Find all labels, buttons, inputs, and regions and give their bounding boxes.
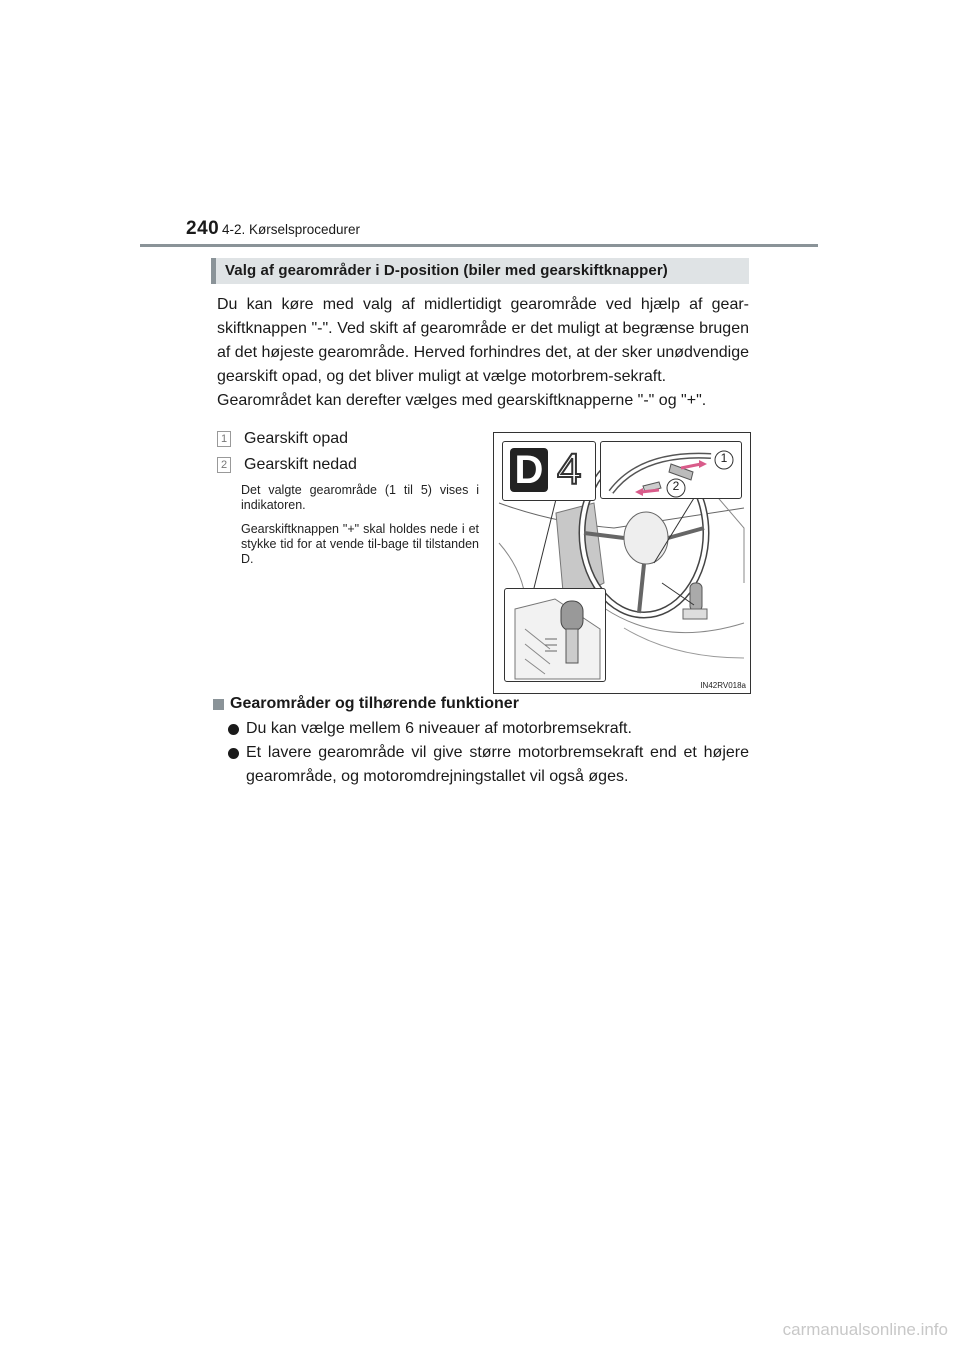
title-accent xyxy=(211,258,216,284)
section-label: 4-2. Kørselsprocedurer xyxy=(222,222,361,237)
bullet-dot-icon xyxy=(228,724,239,735)
step-1-label: Gearskift opad xyxy=(244,430,349,447)
figure-gear-shift-illustration xyxy=(493,432,751,694)
gear-indicator-inset xyxy=(502,441,596,501)
bullet-item-1-text: Du kan vælge mellem 6 niveauer af motorbremsekraft. xyxy=(246,720,632,737)
heading-square-icon xyxy=(213,699,224,710)
gear-lever-inset xyxy=(504,588,606,682)
figure-code: IN42RV018a xyxy=(700,681,746,690)
gear-lever-drawing xyxy=(505,589,605,681)
subsection-heading xyxy=(213,695,519,713)
intro-paragraph-2: Gearområdet kan derefter vælges med gearskiftknapperne "-" og "+". xyxy=(217,392,707,409)
watermark: carmanualsonline.info xyxy=(782,1320,948,1339)
step-1-number: 1 xyxy=(217,431,231,447)
step-2-number: 2 xyxy=(217,457,231,473)
callout-2: 2 xyxy=(672,479,680,493)
callout-1: 1 xyxy=(720,451,728,465)
intro-paragraph-1: Du kan køre med valg af midlertidigt gearområde ved hjælp af gear-skiftknappen "-". Ved skift af gearområde er det muligt at begrænse brugen af det højeste gearområde. Herved forhindres det, at der sker unødvendige gearskift opad, og det bliver muligt at vælge motorbrem-sekraft. xyxy=(217,296,749,385)
indicator-number: 4 xyxy=(557,445,582,494)
step-1 xyxy=(217,430,348,448)
section-title: Valg af gearområder i D-position (biler med gearskiftknapper) xyxy=(225,262,668,279)
indicator-letter: D xyxy=(510,448,548,492)
step-2-label: Gearskift nedad xyxy=(244,456,357,473)
header-rule xyxy=(140,244,818,247)
section-title-bar xyxy=(211,258,749,284)
subsection-heading-text: Gearområder og tilhørende funktioner xyxy=(230,695,519,712)
page-number: 240 xyxy=(186,218,220,239)
note-2: Gearskiftknappen "+" skal holdes nede i et stykke tid for at vende til-bage til tilstanden D. xyxy=(241,522,479,566)
intro-text xyxy=(217,293,749,413)
note-1: Det valgte gearområde (1 til 5) vises i indikatoren. xyxy=(241,483,479,512)
paddle-shifter-inset xyxy=(600,441,742,499)
step-2 xyxy=(217,456,357,474)
bullet-item-2 xyxy=(228,741,749,789)
bullet-item-2-text: Et lavere gearområde vil give større motorbremsekraft end et højere gearområde, og motoromdrejningstallet vil også øges. xyxy=(246,744,749,785)
bullet-item-1 xyxy=(228,717,749,741)
bullet-dot-icon xyxy=(228,748,239,759)
